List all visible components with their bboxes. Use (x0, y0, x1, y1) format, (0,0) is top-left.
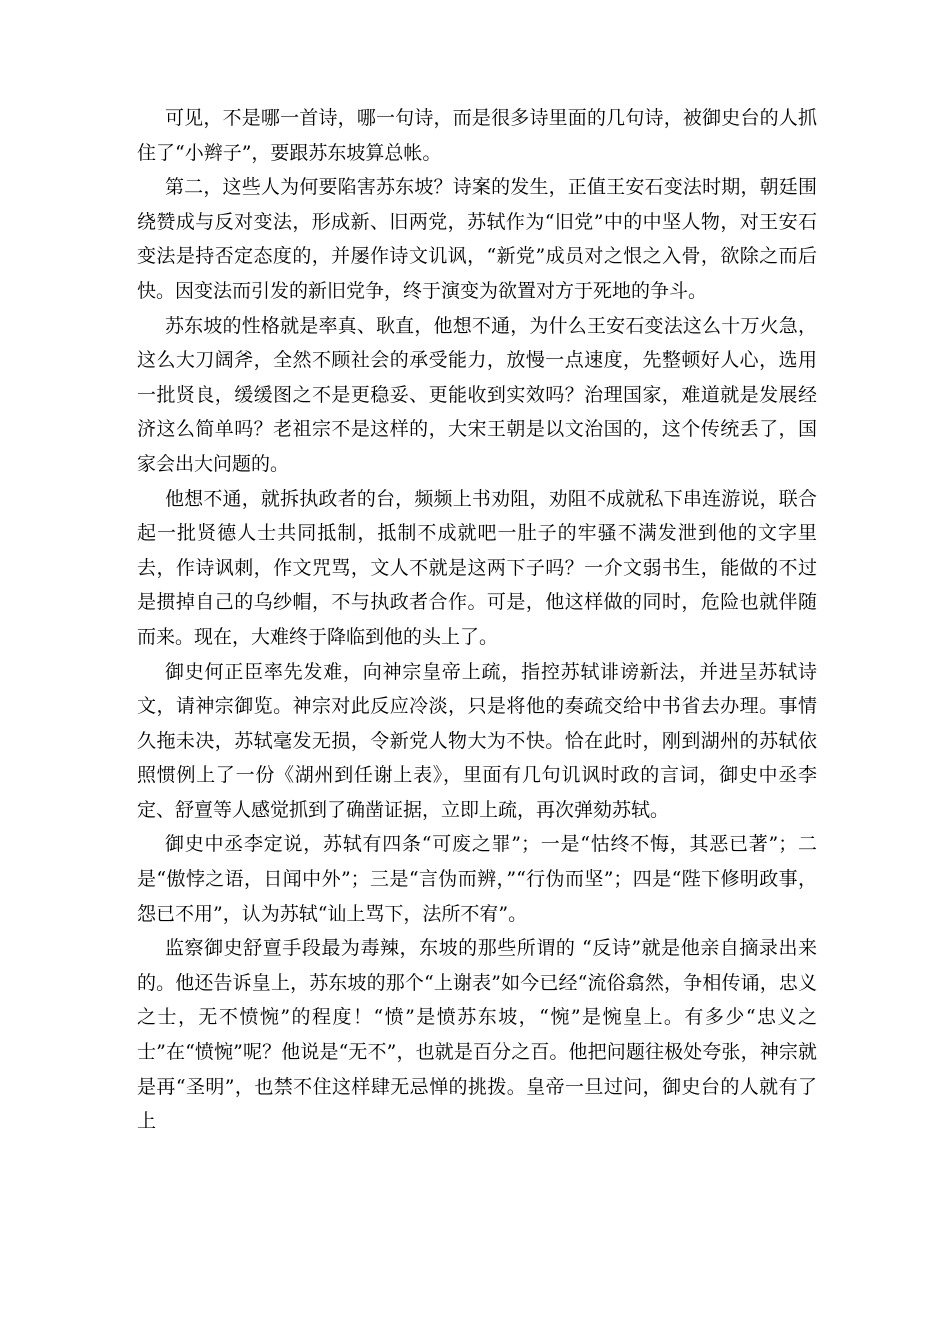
paragraph-5: 御史何正臣率先发难，向神宗皇帝上疏，指控苏轼诽谤新法，并进呈苏轼诗文，请神宗御览。神宗对此反应冷淡，只是将他的奏疏交给中书省去办理。事情久拖未决，苏轼毫发无损，令新党人物大为不快。恰在此时，刚到湖州的苏轼依照惯例上了一份《湖州到任谢上表》，里面有几句讥讽时政的言词，御史中丞李定、舒亶等人感觉抓到了确凿证据，立即上疏，再次弹劾苏轼。 (137, 660, 817, 821)
paragraph-4: 他想不通，就拆执政者的台，频频上书劝阻，劝阻不成就私下串连游说，联合起一批贤德人士共同抵制，抵制不成就吧一肚子的牢骚不满发泄到他的文字里去，作诗讽刺，作文咒骂，文人不就是这两下子吗？一介文弱书生，能做的不过是掼掉自己的乌纱帽，不与执政者合作。可是，他这样做的同时，危险也就伴随而来。现在，大难终于降临到他的头上了。 (137, 487, 817, 648)
paragraph-2: 第二，这些人为何要陷害苏东坡？诗案的发生，正值王安石变法时期，朝廷围绕赞成与反对变法，形成新、旧两党，苏轼作为“旧党”中的中坚人物，对王安石变法是持否定态度的，并屡作诗文讥讽，“新党”成员对之恨之入骨，欲除之而后快。因变法而引发的新旧党争，终于演变为欲置对方于死地的争斗。 (137, 176, 817, 302)
paragraph-3: 苏东坡的性格就是率真、耿直，他想不通，为什么王安石变法这么十万火急，这么大刀阔斧，全然不顾社会的承受能力，放慢一点速度，先整顿好人心，选用一批贤良，缓缓图之不是更稳妥、更能收到实效吗？治理国家，难道就是发展经济这么简单吗？老祖宗不是这样的，大宋王朝是以文治国的，这个传统丢了，国家会出大问题的。 (137, 314, 817, 475)
document-page (137, 101, 817, 1139)
paragraph-7: 监察御史舒亶手段最为毒辣，东坡的那些所谓的 “反诗”就是他亲自摘录出来的。他还告诉皇上，苏东坡的那个“上谢表”如今已经“流俗翕然，争相传诵，忠义之士，无不愤惋”的程度！“愤”是愤苏东坡，“惋”是惋皇上。有多少“忠义之士”在“愤惋”呢？他说是“无不”，也就是百分之百。他把问题往极处夸张，神宗就是再“圣明”，也禁不住这样肆无忌惮的挑拨。皇帝一旦过问，御史台的人就有了上 (137, 937, 817, 1133)
paragraph-6: 御史中丞李定说，苏轼有四条“可废之罪”；一是“怙终不悔，其恶已著”；二是“傲悖之语，日闻中外”；三是“言伪而辨，”“行伪而坚”；四是“陛下修明政事，怨已不用”，认为苏轼“讪上骂下，法所不宥”。 (137, 833, 817, 925)
paragraph-1: 可见，不是哪一首诗，哪一句诗，而是很多诗里面的几句诗，被御史台的人抓住了“小辫子”，要跟苏东坡算总帐。 (137, 107, 817, 164)
